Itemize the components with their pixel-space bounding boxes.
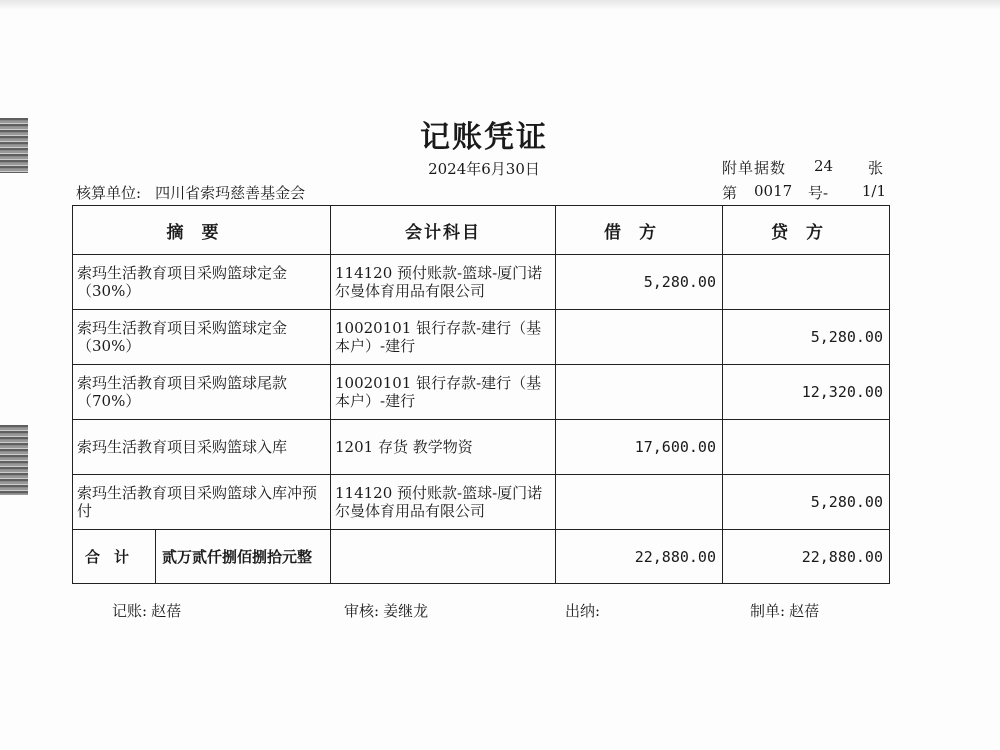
header-account: 会计科目 <box>331 206 556 255</box>
footer-bookkeeper <box>112 600 181 621</box>
scan-top-edge <box>0 0 1000 10</box>
row-summary: 索玛生活教育项目采购篮球尾款（70%） <box>73 365 331 420</box>
footer-cashier <box>565 600 604 621</box>
total-row <box>73 530 890 584</box>
preparer-name: 赵蓓 <box>789 602 820 620</box>
bookkeeper-label: 记账: <box>112 602 148 620</box>
footer-reviewer <box>344 600 428 621</box>
total-debit: 22,880.00 <box>556 530 723 584</box>
table-row <box>73 475 890 530</box>
table-row <box>73 365 890 420</box>
row-summary: 索玛生活教育项目采购篮球定金（30%） <box>73 310 331 365</box>
row-debit <box>556 475 723 530</box>
voucher-date: 2024年6月30日 <box>428 160 540 178</box>
reviewer-label: 审核: <box>344 602 380 620</box>
voucher-page-count: 1/1 <box>861 182 886 200</box>
voucher-no-prefix: 第 <box>722 184 738 202</box>
row-account: 10020101 银行存款-建行（基本户）-建行 <box>331 365 556 420</box>
row-debit: 17,600.00 <box>556 420 723 475</box>
row-account: 1201 存货 教学物资 <box>331 420 556 475</box>
row-summary: 索玛生活教育项目采购篮球入库冲预付 <box>73 475 331 530</box>
row-credit: 5,280.00 <box>723 475 890 530</box>
entity-row <box>76 182 305 203</box>
row-summary: 索玛生活教育项目采购篮球定金（30%） <box>73 255 331 310</box>
total-label: 合计 <box>73 530 156 583</box>
row-debit <box>556 365 723 420</box>
row-credit <box>723 420 890 475</box>
total-amount-in-words: 贰万贰仟捌佰捌拾元整 <box>162 548 313 566</box>
row-account: 114120 预付账款-篮球-厦门诺尔曼体育用品有限公司 <box>331 255 556 310</box>
table-row <box>73 420 890 475</box>
header-credit: 贷方 <box>723 206 890 255</box>
attachments-unit: 张 <box>868 159 884 177</box>
row-debit: 5,280.00 <box>556 255 723 310</box>
voucher-no-suffix: 号- <box>808 184 829 202</box>
entity-name: 四川省索玛慈善基金会 <box>155 184 306 202</box>
row-credit: 5,280.00 <box>723 310 890 365</box>
preparer-label: 制单: <box>750 602 786 620</box>
row-credit: 12,320.00 <box>723 365 890 420</box>
row-debit <box>556 310 723 365</box>
row-account: 10020101 银行存款-建行（基本户）-建行 <box>331 310 556 365</box>
voucher-no-value: 0017 <box>754 182 793 200</box>
ledger-table <box>72 205 890 584</box>
footer-preparer <box>750 600 819 621</box>
row-account: 114120 预付账款-篮球-厦门诺尔曼体育用品有限公司 <box>331 475 556 530</box>
voucher-number <box>722 182 892 203</box>
table-row <box>73 310 890 365</box>
total-credit: 22,880.00 <box>723 530 890 584</box>
table-row <box>73 255 890 310</box>
entity-label: 核算单位: <box>76 184 142 202</box>
total-spacer <box>331 530 556 584</box>
ledger-header-row <box>73 206 890 255</box>
attachments-count: 24 <box>814 157 834 175</box>
row-summary: 索玛生活教育项目采购篮球入库 <box>73 420 331 475</box>
cashier-label: 出纳: <box>565 602 601 620</box>
bookkeeper-name: 赵蓓 <box>151 602 182 620</box>
scan-artifact <box>0 425 28 495</box>
voucher-title: 记账凭证 <box>420 120 548 155</box>
header-summary: 摘要 <box>73 206 331 255</box>
row-credit <box>723 255 890 310</box>
reviewer-name: 姜继龙 <box>383 602 429 620</box>
attachments-info <box>722 157 892 178</box>
header-debit: 借方 <box>556 206 723 255</box>
total-cell <box>73 530 331 584</box>
attachments-label: 附单据数 <box>722 159 787 177</box>
